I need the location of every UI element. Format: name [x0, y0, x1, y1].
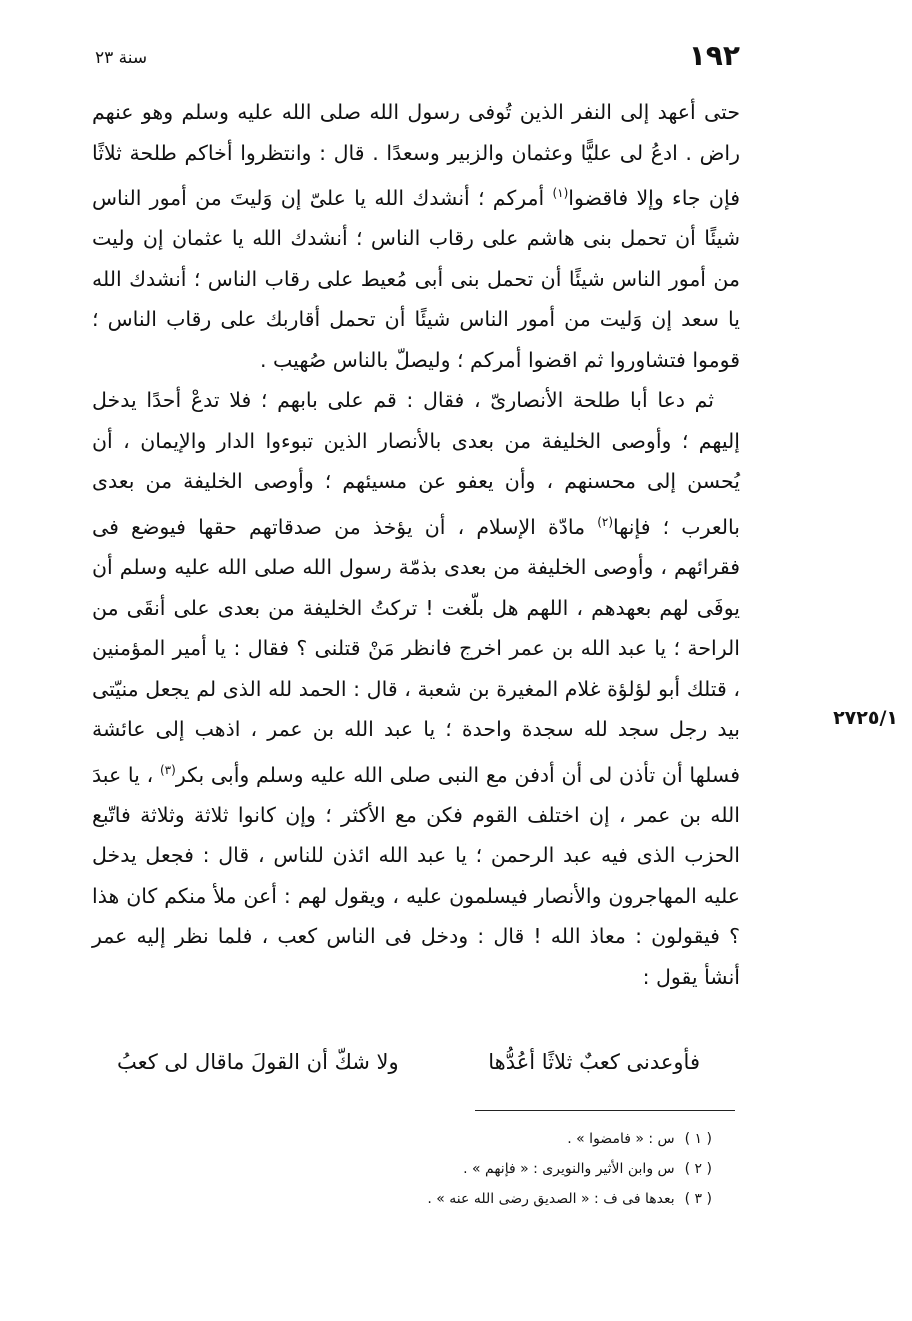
footnote-text: بعدها فى ف : « الصديق رضى الله عنه » . [427, 1191, 675, 1207]
footnote [300, 1154, 712, 1184]
footnote-number: ( ١ ) [684, 1131, 712, 1147]
footnote-number: ( ٣ ) [684, 1191, 712, 1207]
page-number: ١٩٢ [688, 39, 740, 72]
paragraph-text: ثم دعا أبا طلحة الأنصارىّ ، فقال : قم على بابهم ؛ فلا تدعْ أحدًا يدخل إليهم ؛ وأوصى الخليفة من بعدى بالأنصار الذين تبوءوا الدار والإيمان ، أن يُحسن إلى محسنهم ، وأن يعفو عن مسيئهم ؛ وأوصى الخليفة من بعدى بالعرب ؛ فإنها [92, 388, 740, 539]
margin-reference: ٢٧٢٥/١ [833, 707, 898, 729]
running-head: سنة ٢٣ [95, 48, 148, 68]
paragraph [92, 380, 740, 997]
page-header [95, 38, 740, 78]
paragraph-text: مادّة الإسلام ، أن يؤخذ من صدقاتهم حقها فيوضع فى فقرائهم ، وأوصى الخليفة من بعدى بذمّة رسول الله صلى الله عليه وسلم أن يوفَى لهم بعهدهم ، اللهم هل بلّغت ! تركتُ الخليفة من بعدى على أنقَى من الراحة ؛ يا عبد الله بن عمر اخرج فانظر مَنْ قتلنى ؟ فقال : يا أمير المؤمنين ، قتلك أبو لؤلؤة غلام المغيرة بن شعبة ، قال : الحمد لله الذى لم يجعل منيّتى بيد رجل سجد لله سجدة واحدة ؛ يا عبد الله بن عمر ، اذهب إلى عائشة فسلها أن تأذن لى أن أدفن مع النبى صلى الله عليه وسلم وأبى بكر [92, 514, 740, 787]
poetry-verse [105, 1040, 735, 1084]
footnote [300, 1124, 712, 1154]
footnotes [300, 1124, 712, 1214]
footnote [300, 1184, 712, 1214]
footnote-text: س وابن الأثير والنويرى : « فإنهم » . [463, 1161, 675, 1177]
paragraph [92, 92, 740, 380]
footnote-marker: (٢) [597, 514, 614, 529]
paragraph-text: ، يا عبدَ الله بن عمر ، إن اختلف القوم فكن مع الأكثر ؛ وإن كانوا ثلاثة وثلاثة فاتّبع الحزب الذى فيه عبد الرحمن ؛ يا عبد الله ائذن للناس ، قال : فجعل يدخل عليه المهاجرون والأنصار فيسلمون عليه ، ويقول لهم : أعن ملأ منكم كان هذا ؟ فيقولون : معاذ الله ! قال : ودخل فى الناس كعب ، فلما نظر إليه عمر أنشأ يقول : [92, 762, 740, 989]
main-text [92, 92, 740, 997]
footnote-marker: (٣) [159, 762, 176, 777]
footnote-number: ( ٢ ) [684, 1161, 712, 1177]
paragraph-text: حتى أعهد إلى النفر الذين تُوفى رسول الله صلى الله عليه وسلم وهو عنهم راض . ادعُ لى عليًّا وعثمان والزبير وسعدًا . قال : وانتظروا أخاكم طلحة ثلاثًا فإن جاء وإلا فاقضوا [92, 100, 740, 210]
footnote-divider [475, 1110, 735, 1111]
verse-second-hemistich: ولا شكّ أن القولَ ماقال لى كعبُ [117, 1050, 399, 1074]
verse-first-hemistich: فأوعدنى كعبٌ ثلاثًا أعُدُّها [488, 1050, 700, 1074]
paragraph-text: أمركم ؛ أنشدك الله يا علىّ إن وَليتَ من أمور الناس شيئًا أن تحمل بنى هاشم على رقاب الناس ؛ أنشدك الله يا عثمان إن وليت من أمور الناس شيئًا أن تحمل بنى أبى مُعيط على رقاب الناس ؛ أنشدك الله يا سعد إن وَليت من أمور الناس شيئًا أن تحمل أقاربك على رقاب الناس ؛ قوموا فتشاوروا ثم اقضوا أمركم ؛ وليصلّ بالناس صُهيب . [92, 185, 740, 372]
footnote-text: س : « فامضوا » . [567, 1131, 675, 1147]
footnote-marker: (١) [552, 186, 569, 200]
